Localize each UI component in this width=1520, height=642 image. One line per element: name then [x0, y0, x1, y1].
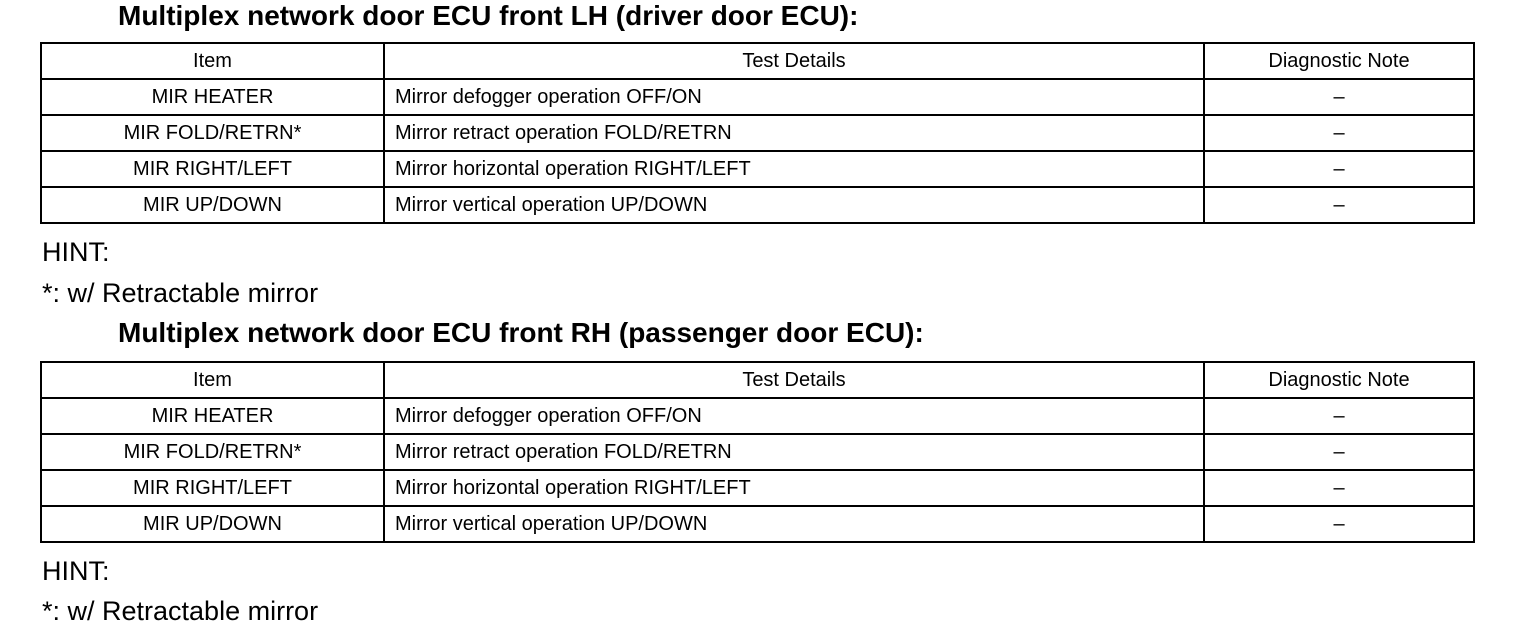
section-heading-lh: Multiplex network door ECU front LH (driver door ECU):: [118, 0, 859, 31]
table-row: [41, 115, 1474, 151]
table-row: [41, 470, 1474, 506]
hint-label: HINT:: [42, 556, 110, 586]
cell-diagnostic-note: –: [1204, 398, 1474, 434]
cell-item: MIR HEATER: [41, 79, 384, 115]
table-row: [41, 187, 1474, 223]
table-row: [41, 434, 1474, 470]
cell-diagnostic-note: –: [1204, 506, 1474, 542]
hint-label: HINT:: [42, 237, 110, 267]
cell-test-details: Mirror defogger operation OFF/ON: [384, 79, 1204, 115]
cell-item: MIR FOLD/RETRN*: [41, 434, 384, 470]
column-header-item: Item: [41, 362, 384, 398]
cell-diagnostic-note: –: [1204, 115, 1474, 151]
table-row: [41, 398, 1474, 434]
cell-test-details: Mirror horizontal operation RIGHT/LEFT: [384, 470, 1204, 506]
diagnostic-table-lh: [40, 42, 1475, 224]
hint-text: *: w/ Retractable mirror: [42, 596, 319, 626]
cell-diagnostic-note: –: [1204, 434, 1474, 470]
cell-test-details: Mirror horizontal operation RIGHT/LEFT: [384, 151, 1204, 187]
cell-test-details: Mirror retract operation FOLD/RETRN: [384, 115, 1204, 151]
cell-test-details: Mirror vertical operation UP/DOWN: [384, 187, 1204, 223]
hint-text: *: w/ Retractable mirror: [42, 278, 319, 308]
cell-diagnostic-note: –: [1204, 151, 1474, 187]
cell-diagnostic-note: –: [1204, 187, 1474, 223]
column-header-test-details: Test Details: [384, 43, 1204, 79]
cell-test-details: Mirror defogger operation OFF/ON: [384, 398, 1204, 434]
cell-test-details: Mirror retract operation FOLD/RETRN: [384, 434, 1204, 470]
cell-item: MIR HEATER: [41, 398, 384, 434]
cell-item: MIR RIGHT/LEFT: [41, 470, 384, 506]
diagnostic-table-rh: [40, 361, 1475, 543]
column-header-diagnostic-note: Diagnostic Note: [1204, 43, 1474, 79]
column-header-test-details: Test Details: [384, 362, 1204, 398]
cell-diagnostic-note: –: [1204, 470, 1474, 506]
table-row: [41, 79, 1474, 115]
cell-item: MIR FOLD/RETRN*: [41, 115, 384, 151]
section-heading-rh: Multiplex network door ECU front RH (passenger door ECU):: [118, 317, 924, 348]
column-header-diagnostic-note: Diagnostic Note: [1204, 362, 1474, 398]
cell-diagnostic-note: –: [1204, 79, 1474, 115]
cell-item: MIR RIGHT/LEFT: [41, 151, 384, 187]
table-row: [41, 506, 1474, 542]
cell-item: MIR UP/DOWN: [41, 187, 384, 223]
table-row: [41, 151, 1474, 187]
column-header-item: Item: [41, 43, 384, 79]
table-header-row: [41, 43, 1474, 79]
cell-test-details: Mirror vertical operation UP/DOWN: [384, 506, 1204, 542]
table-header-row: [41, 362, 1474, 398]
cell-item: MIR UP/DOWN: [41, 506, 384, 542]
